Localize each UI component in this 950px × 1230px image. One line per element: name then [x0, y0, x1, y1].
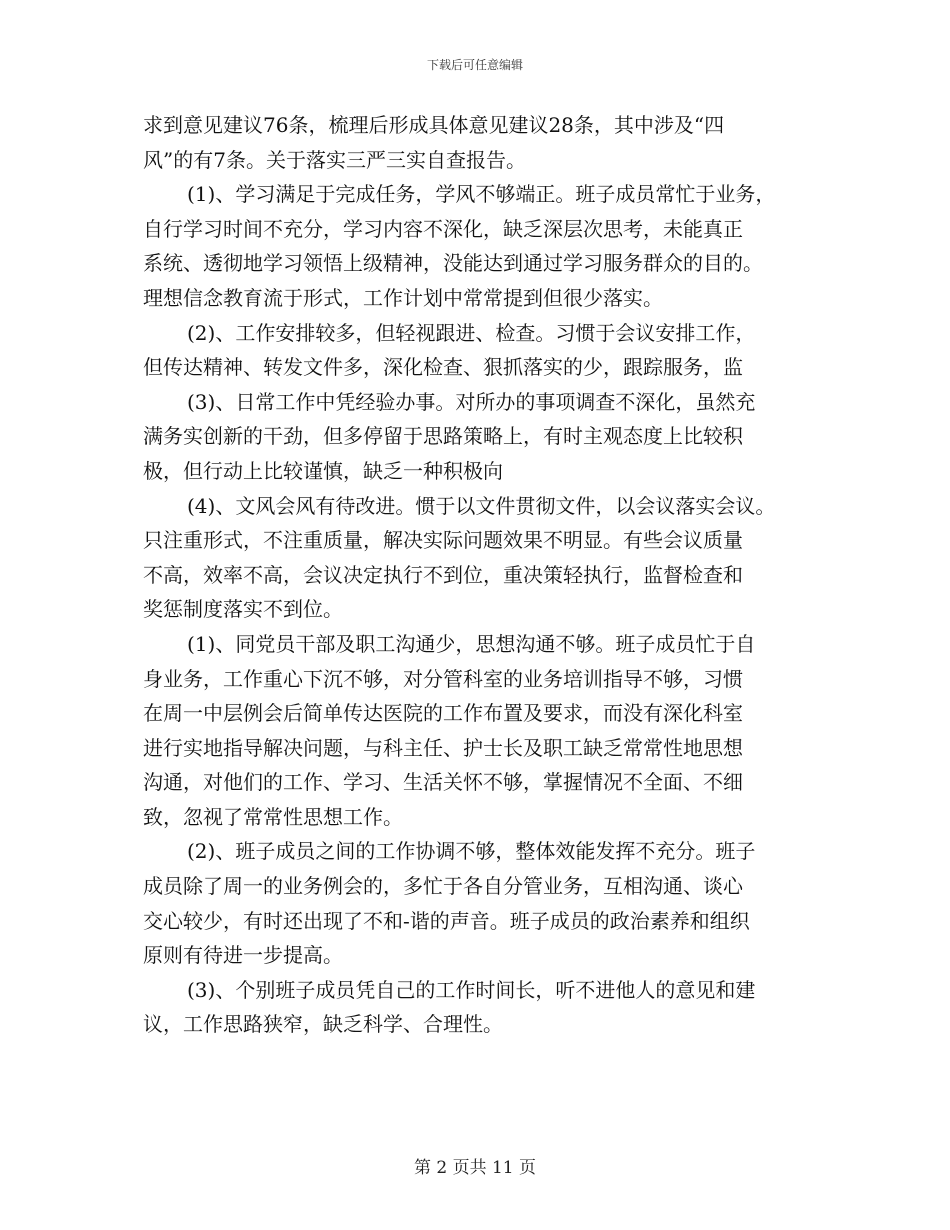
text-line: 致，忽视了常常性思想工作。 [143, 804, 403, 829]
text-line: 自行学习时间不充分，学习内容不深化，缺乏深层次思考，未能真正 [143, 216, 743, 241]
paragraph-start-line: (3)、日常工作中凭经验办事。对所办的事项调查不深化，虽然充 [187, 389, 756, 414]
text-line: 但传达精神、转发文件多，深化检查、狠抓落实的少，跟踪服务，监 [143, 355, 743, 380]
document-body [143, 108, 833, 1042]
text-line: 不高，效率不高，会议决定执行不到位，重决策轻执行，监督检查和 [143, 562, 743, 587]
text-line: 原则有待进一步提高。 [143, 943, 343, 968]
text-line: 议，工作思路狭窄，缺乏科学、合理性。 [143, 1012, 503, 1037]
paragraph-start-line: (2)、工作安排较多，但轻视跟进、检查。习惯于会议安排工作， [187, 320, 756, 345]
text-line: 求到意见建议76条，梳理后形成具体意见建议28条，其中涉及“四 [143, 113, 725, 137]
paragraph-start-line: (4)、文风会风有待改进。惯于以文件贯彻文件，以会议落实会议。 [187, 493, 776, 518]
text-line: 极，但行动上比较谨慎，缺乏一种积极向 [143, 458, 503, 483]
text-line: 成员除了周一的业务例会的，多忙于各自分管业务，互相沟通、谈心 [143, 874, 743, 899]
page-number: 第 2 页共 11 页 [413, 1158, 537, 1178]
text-line: 满务实创新的干劲，但多停留于思路策略上，有时主观态度上比较积 [143, 424, 743, 449]
paragraph-start-line: (2)、班子成员之间的工作协调不够，整体效能发挥不充分。班子 [187, 839, 756, 864]
text-line: 风”的有7条。关于落实三严三实自查报告。 [143, 147, 526, 172]
text-line: 身业务，工作重心下沉不够，对分管科室的业务培训指导不够，习惯 [143, 666, 743, 691]
paragraph-start-line: (3)、个别班子成员凭自己的工作时间长，听不进他人的意见和建 [187, 977, 756, 1002]
paragraph-start-line: (1)、同党员干部及职工沟通少，思想沟通不够。班子成员忙于自 [187, 631, 756, 656]
text-line: 理想信念教育流于形式，工作计划中常常提到但很少落实。 [143, 285, 663, 310]
text-line: 系统、透彻地学习领悟上级精神，没能达到通过学习服务群众的目的。 [143, 251, 763, 276]
text-line: 只注重形式，不注重质量，解决实际问题效果不明显。有些会议质量 [143, 528, 743, 553]
text-line: 进行实地指导解决问题，与科主任、护士长及职工缺乏常常性地思想 [143, 735, 743, 760]
page-header-note: 下载后可任意编辑 [426, 58, 523, 72]
paragraph-start-line: (1)、学习满足于完成任务，学风不够端正。班子成员常忙于业务， [187, 182, 776, 207]
text-line: 奖惩制度落实不到位。 [143, 597, 343, 622]
text-line: 沟通，对他们的工作、学习、生活关怀不够，掌握情况不全面、不细 [143, 770, 743, 795]
text-line: 在周一中层例会后简单传达医院的工作布置及要求，而没有深化科室 [143, 701, 743, 726]
text-line: 交心较少，有时还出现了不和-谐的声音。班子成员的政治素养和组织 [143, 908, 750, 933]
